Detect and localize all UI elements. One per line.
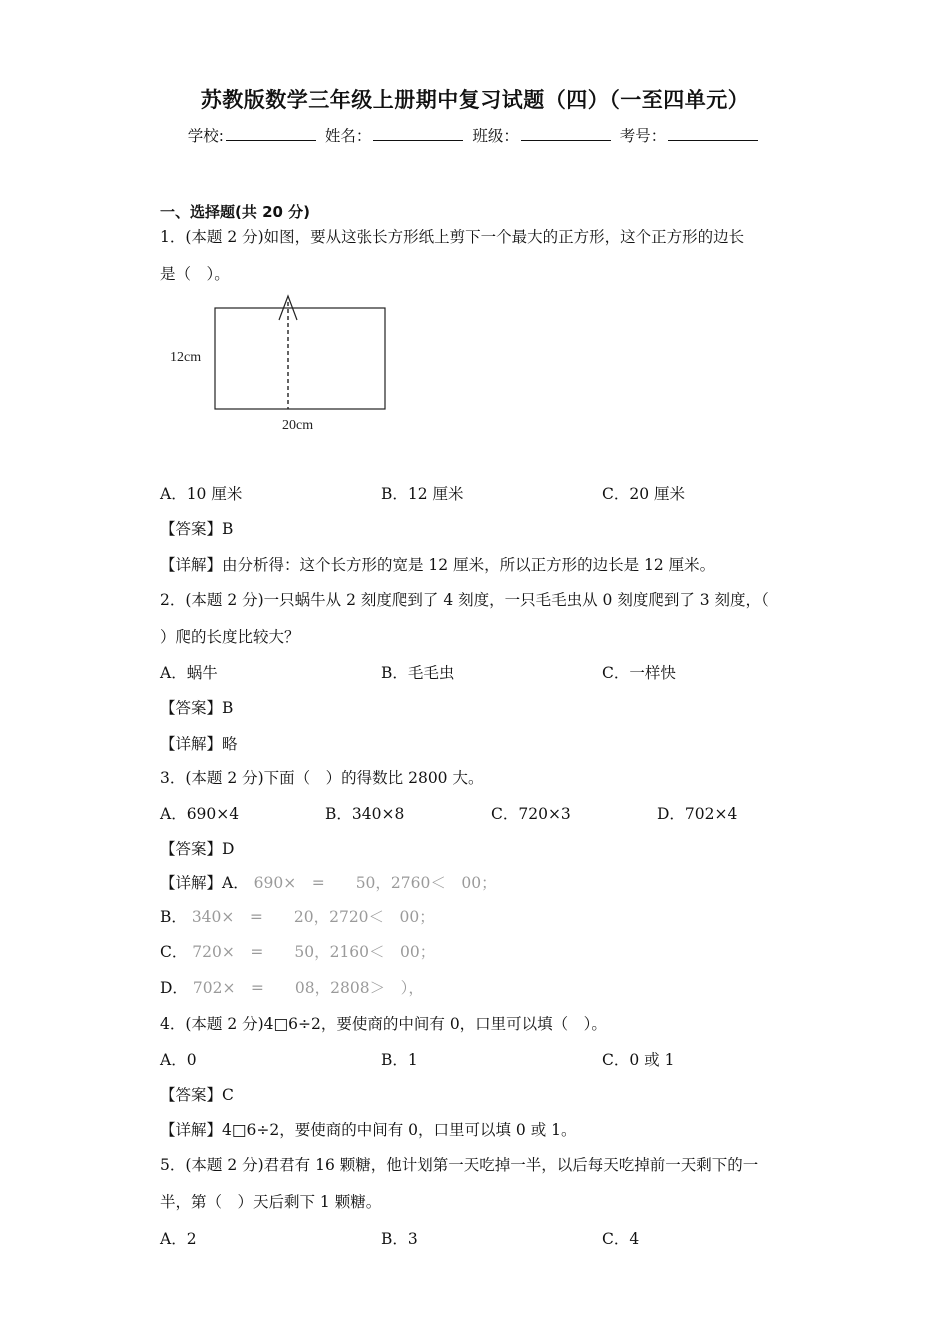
q1-text-line1: 1．(本题 2 分)如图，要从这张长方形纸上剪下一个最大的正方形，这个正方形的边长 [160, 228, 745, 246]
name-label: 姓名： [324, 127, 372, 145]
q2-option-a[interactable]: A．蜗牛 [160, 664, 218, 682]
q3-detail-d-prefix: D． [160, 979, 188, 997]
class-label: 班级： [472, 127, 519, 145]
q3-detail-a-calc: 690× = 50，2760＜ 00； [248, 874, 497, 892]
q1-text-line2: 是（ ）。 [160, 265, 230, 283]
q3-detail-c-calc: 720× = 50，2160＜ 00； [187, 943, 436, 961]
school-blank[interactable] [226, 124, 316, 141]
q3-detail-c [160, 940, 435, 962]
q1-detail: 【详解】由分析得：这个长方形的宽是 12 厘米，所以正方形的边长是 12 厘米。 [160, 556, 716, 574]
q5-option-c[interactable]: C．4 [602, 1230, 640, 1248]
q3-detail-b [160, 905, 435, 927]
q4-option-a[interactable]: A．0 [160, 1051, 197, 1069]
q1-option-c[interactable]: C．20 厘米 [602, 485, 686, 503]
q3-detail-c-prefix: C． [160, 943, 188, 961]
q3-answer: 【答案】D [160, 840, 235, 858]
width-label: 20cm [282, 418, 314, 433]
student-info-line [0, 124, 950, 146]
paper-rectangle [215, 308, 385, 409]
name-blank[interactable] [373, 124, 463, 141]
q1-rectangle-figure [160, 288, 410, 438]
number-blank[interactable] [668, 124, 758, 141]
q4-option-c[interactable]: C．0 或 1 [602, 1051, 675, 1069]
q5-text-line2: 半，第（ ）天后剩下 1 颗糖。 [160, 1193, 382, 1211]
q2-text-line2: ）爬的长度比较大？ [160, 628, 300, 646]
q2-text-line1: 2．(本题 2 分)一只蜗牛从 2 刻度爬到了 4 刻度，一只毛毛虫从 0 刻度爬到了 3 刻度，（ [160, 591, 769, 609]
q3-option-b[interactable]: B．340×8 [325, 805, 405, 823]
class-blank[interactable] [521, 124, 611, 141]
q3-detail-a [160, 871, 497, 893]
q4-answer: 【答案】C [160, 1086, 234, 1104]
q1-option-b[interactable]: B．12 厘米 [381, 485, 464, 503]
q5-text-line1: 5．(本题 2 分)君君有 16 颗糖，他计划第一天吃掉一半，以后每天吃掉前一天剩下的一 [160, 1156, 759, 1174]
q3-detail-b-calc: 340× = 20，2720＜ 00； [186, 908, 435, 926]
q3-detail-d-calc: 702× = 08，2808＞ ）， [187, 979, 424, 997]
q5-option-a[interactable]: A．2 [160, 1230, 197, 1248]
school-label: 学校: [187, 127, 224, 145]
number-label: 考号： [619, 127, 667, 145]
page-title: 苏教版数学三年级上册期中复习试题（四）（一至四单元） [200, 88, 750, 112]
q3-text-line1: 3．(本题 2 分)下面（ ）的得数比 2800 大。 [160, 769, 484, 787]
q2-option-b[interactable]: B．毛毛虫 [381, 664, 455, 682]
q2-option-c[interactable]: C．一样快 [602, 664, 676, 682]
q3-option-a[interactable]: A．690×4 [160, 805, 240, 823]
q1-answer: 【答案】B [160, 520, 234, 538]
q3-option-c[interactable]: C．720×3 [491, 805, 571, 823]
q4-text-line1: 4．(本题 2 分)4□6÷2，要使商的中间有 0，口里可以填（ ）。 [160, 1015, 607, 1033]
q1-option-a[interactable]: A．10 厘米 [160, 485, 243, 503]
q3-detail-b-prefix: B． [160, 908, 187, 926]
q3-option-d[interactable]: D．702×4 [657, 805, 738, 823]
q4-detail: 【详解】4□6÷2，要使商的中间有 0，口里可以填 0 或 1。 [160, 1121, 577, 1139]
q5-option-b[interactable]: B．3 [381, 1230, 418, 1248]
q3-detail-a-prefix: 【详解】A． [160, 874, 249, 892]
q2-answer: 【答案】B [160, 699, 234, 717]
section-heading: 一、选择题(共 20 分) [160, 203, 311, 221]
q3-detail-d [160, 976, 424, 998]
q4-option-b[interactable]: B．1 [381, 1051, 418, 1069]
q2-detail: 【详解】略 [160, 735, 238, 753]
height-label: 12cm [170, 350, 202, 365]
